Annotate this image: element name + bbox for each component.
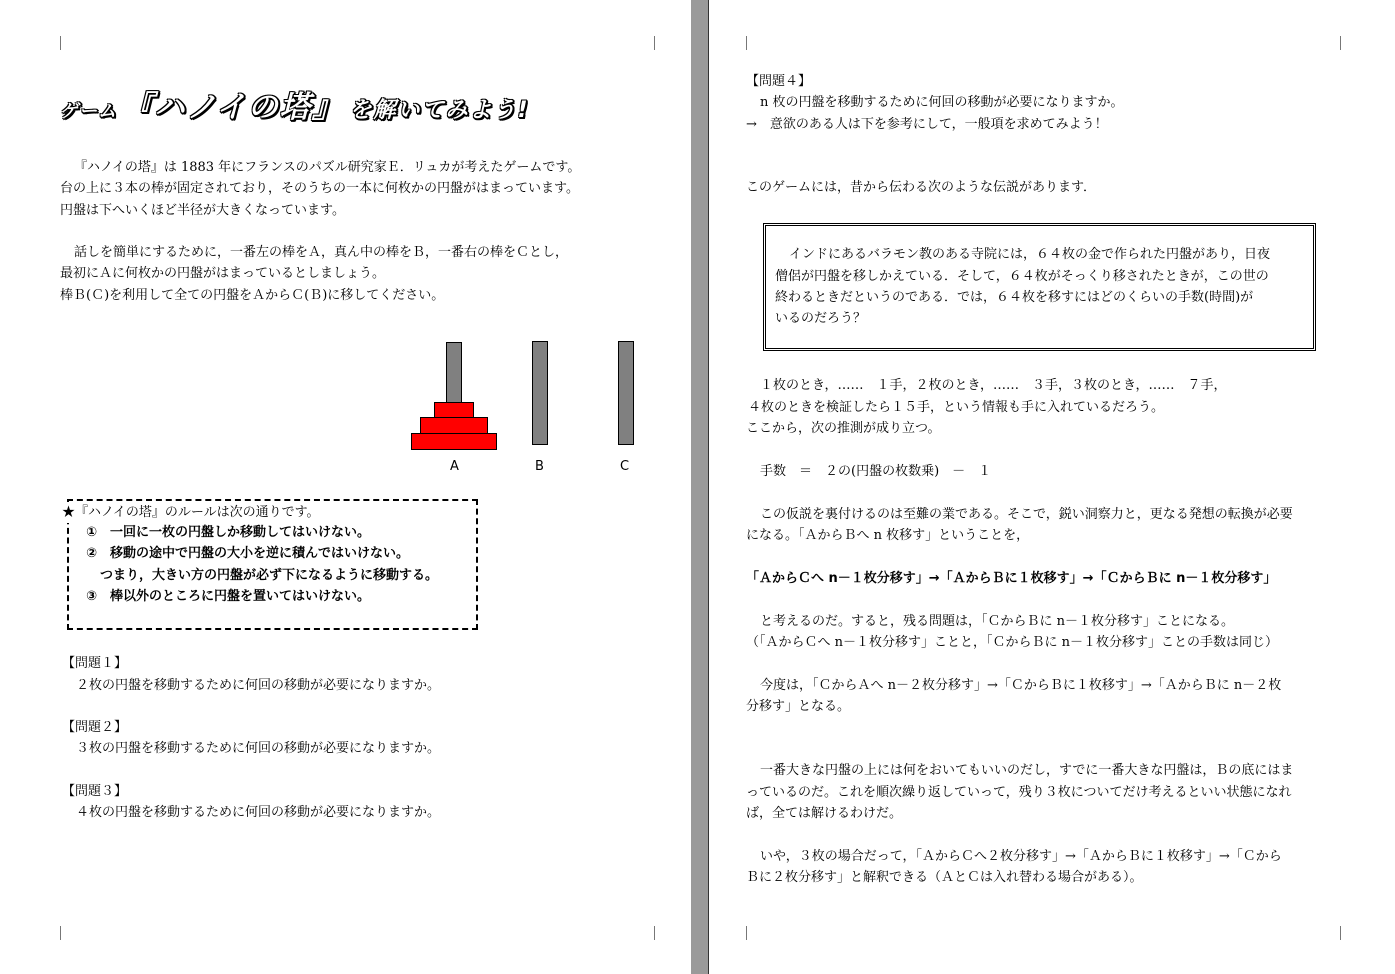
paragraph-line: 今度は，「ＣからＡへ n－２枚分移す」→「ＣからＢに１枚移す」→「ＡからＢに n－２枚 xyxy=(760,678,1282,693)
paragraph-line: っているのだ。これを順次繰り返していって，残り３枚についてだけ考えるといい状態になれ xyxy=(746,785,1292,800)
key-step-line: 「ＡからＣへ n－１枚分移す」→「ＡからＢに１枚移す」→「ＣからＢに n－１枚分移す」 xyxy=(746,571,1277,586)
crop-mark xyxy=(60,36,61,50)
rules-header: ★『ハノイの塔』のルールは次の通りです。 xyxy=(62,502,324,523)
rule-item: ③ 棒以外のところに円盤を置いてはいけない。 xyxy=(86,589,371,604)
problem-label: 【問題３】 xyxy=(62,784,128,799)
problem-text: ４枚の円盤を移動するために何回の移動が必要になりますか。 xyxy=(76,805,441,820)
intro-line: 『ハノイの塔』は 1883 年にフランスのパズル研究家Ｅ．リュカが考えたゲームです。 xyxy=(74,160,581,175)
rule-item: ② 移動の途中で円盤の大小を逆に積んではいけない。 xyxy=(86,546,410,561)
formula: 手数 ＝ ２の(円盤の枚数乗) － １ xyxy=(760,464,992,479)
paragraph-line: （「ＡからＣへ n－１枚分移す」ことと，「ＣからＢに n－１枚分移す」ことの手数は同じ） xyxy=(746,635,1279,650)
problem-text: ２枚の円盤を移動するために何回の移動が必要になりますか。 xyxy=(76,678,441,693)
problem-hint: → 意欲のある人は下を参考にして，一般項を求めてみよう！ xyxy=(746,117,1108,132)
paragraph-line: ば，全ては解けるわけだ。 xyxy=(746,806,903,821)
problem-label: 【問題４】 xyxy=(746,74,812,89)
crop-mark xyxy=(746,36,747,50)
legend-line: インドにあるバラモン教のある寺院には，６４枚の金で作られた円盤があり，日夜 xyxy=(789,247,1271,262)
crop-mark xyxy=(746,926,747,940)
intro-line: 台の上に３本の棒が固定されており，そのうちの一本に何枚かの円盤がはまっています。 xyxy=(60,181,579,196)
setup-line: 話しを簡単にするために，一番左の棒をＡ，真ん中の棒をＢ，一番右の棒をＣとし， xyxy=(74,245,569,260)
paragraph-line: この仮説を裏付けるのは至難の業である。そこで，鋭い洞察力と，更なる発想の転換が必要 xyxy=(760,507,1293,522)
right-page xyxy=(708,0,1395,974)
rod-b xyxy=(532,341,548,445)
crop-mark xyxy=(654,36,655,50)
crop-mark xyxy=(60,926,61,940)
setup-line: 最初にＡに何枚かの円盤がはまっているとしましょう。 xyxy=(60,266,386,281)
page-title: ゲーム 『ハノイの塔』 を解いてみよう! xyxy=(60,90,530,125)
legend-line: 終わるときだというのである．では，６４枚を移すにはどのくらいの手数(時間)が xyxy=(775,290,1254,305)
page-gutter xyxy=(691,0,708,974)
crop-mark xyxy=(654,926,655,940)
peg-label-a: A xyxy=(450,459,459,474)
left-page xyxy=(0,0,691,974)
crop-mark xyxy=(1340,36,1341,50)
crop-mark xyxy=(1340,926,1341,940)
rule-item: ① 一回に一枚の円盤しか移動してはいけない。 xyxy=(86,525,371,540)
paragraph-line: 分移す」となる。 xyxy=(746,699,851,714)
legend-line: いるのだろう？ xyxy=(775,311,867,326)
legend-intro: このゲームには，昔から伝わる次のような伝説があります． xyxy=(746,180,1096,195)
problem-label: 【問題２】 xyxy=(62,720,128,735)
paragraph-line: になる。「ＡからＢへ n 枚移す」ということを， xyxy=(746,528,1030,543)
peg-label-c: C xyxy=(620,459,630,474)
setup-line: 棒Ｂ(Ｃ)を利用して全ての円盤をＡからＣ(Ｂ)に移してください。 xyxy=(60,288,445,303)
disk-large xyxy=(411,433,497,450)
paragraph-line: 一番大きな円盤の上には何をおいてもいいのだし，すでに一番大きな円盤は，Ｂの底にはま xyxy=(760,763,1294,778)
problem-label: 【問題１】 xyxy=(62,656,128,671)
problem-text: ３枚の円盤を移動するために何回の移動が必要になりますか。 xyxy=(76,741,441,756)
rule-item: つまり，大きい方の円盤が必ず下になるように移動する。 xyxy=(100,568,439,583)
intro-line: 円盤は下へいくほど半径が大きくなっています。 xyxy=(60,203,345,218)
counts-line: ここから，次の推測が成り立つ。 xyxy=(746,421,941,436)
problem-text: n 枚の円盤を移動するために何回の移動が必要になりますか。 xyxy=(760,95,1124,110)
legend-line: 僧侶が円盤を移しかえている．そして，６４枚がそっくり移されたときが，この世の xyxy=(775,269,1269,284)
peg-label-b: B xyxy=(535,459,544,474)
disk-medium xyxy=(420,417,488,434)
paragraph-line: いや，３枚の場合だって，「ＡからＣへ２枚分移す」→「ＡからＢに１枚移す」→「Ｃから xyxy=(760,849,1282,864)
paragraph-line: と考えるのだ。すると，残る問題は，「ＣからＢに n－１枚分移す」ことになる。 xyxy=(760,614,1235,629)
rod-c xyxy=(618,341,634,445)
paragraph-line: Ｂに２枚分移す」と解釈できる（ＡとＣは入れ替わる場合がある）。 xyxy=(746,870,1143,885)
counts-line: １枚のとき，…… １手，２枚のとき，…… ３手，３枚のとき，…… ７手， xyxy=(760,378,1227,393)
counts-line: ４枚のときを検証したら１５手，という情報も手に入れているだろう。 xyxy=(748,400,1165,415)
disk-small xyxy=(434,402,474,418)
